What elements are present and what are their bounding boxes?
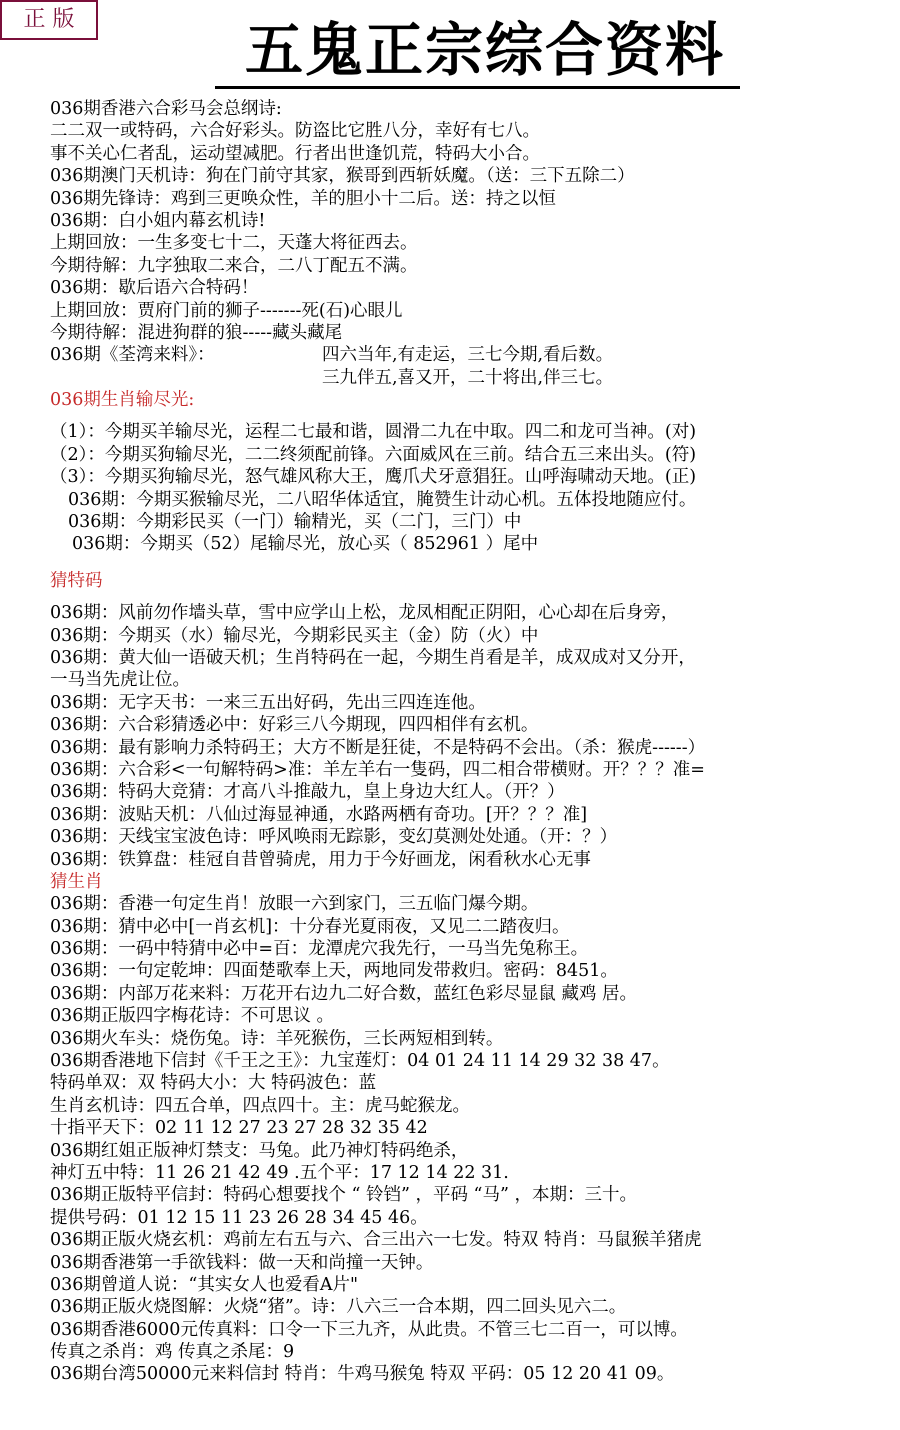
quanwan-row-1 <box>50 344 898 366</box>
text-line: 036期正版四字梅花诗：不可思议 。 <box>50 1006 334 1027</box>
text-line: 036期：特码大竞猜：才高八斗推敲九，皇上身边大红人。（开？） <box>50 782 565 803</box>
text-line: 036期正版特平信封：特码心想要找个 “ 铃铛” ，平码 “马” ，本期：三十。 <box>50 1185 637 1206</box>
text-line: 036期：铁算盘：桂冠自昔曾骑虎，用力于今好画龙，闲看秋水心无事 <box>50 849 591 870</box>
text-line: 二二双一或特码，六合好彩头。防盗比它胜八分，幸好有七八。 <box>50 121 540 142</box>
text-line: 十指平天下：02 11 12 27 23 27 28 32 35 42 <box>50 1118 428 1139</box>
quanwan-line-1: 四六当年,有走运，三七今期,看后数。 <box>322 345 614 366</box>
spacer <box>50 411 898 421</box>
text-line: 036期：今期买猴输尽光，二八昭华体适宜，腌赞生计动心机。五体投地随应付。 <box>68 489 697 510</box>
text-line: 036期：一句定乾坤：四面楚歌奉上天，两地同发带救归。密码：8451。 <box>50 961 618 982</box>
content-body <box>50 98 898 1386</box>
text-line: 提供号码：01 12 15 11 23 26 28 34 45 46。 <box>50 1207 428 1228</box>
text-line: 036期澳门天机诗：狗在门前守其家，猴哥到西斩妖魔。（送：三下五除二） <box>50 166 635 187</box>
zhengban-badge: 正 版 <box>0 0 98 40</box>
text-line: 今期待解：九字独取二来合，二八丁配五不满。 <box>50 255 418 276</box>
text-line: 一马当先虎让位。 <box>50 670 190 691</box>
text-line: 036期：天线宝宝波色诗：呼风唤雨无踪影，变幻莫测处处通。（开：？） <box>50 827 618 848</box>
text-line: 036期香港地下信封《千王之王》：九宝莲灯：04 01 24 11 14 29 32 38 47。 <box>50 1051 670 1072</box>
text-line: 036期：白小姐内幕玄机诗! <box>50 210 266 231</box>
text-line: 神灯五中特：11 26 21 42 49 .五个平：17 12 14 22 31. <box>50 1162 509 1183</box>
text-line: 036期正版火烧图解：火烧“猪”。诗：八六三一合本期，四二回头见六二。 <box>50 1297 627 1318</box>
page-title: 五鬼正宗综合资料 <box>244 16 725 84</box>
text-line: 036期：今期买（52）尾输尽光，放心买（ 852961 ）尾中 <box>72 534 539 555</box>
quanwan-line-2: 三九伴五,喜又开，二十将出,伴三七。 <box>322 367 614 388</box>
text-line: 036期先锋诗：鸡到三更唤众性，羊的胆小十二后。送：持之以恒 <box>50 188 556 209</box>
text-line: 上期回放：贾府门前的狮子-------死(石)心眼儿 <box>50 300 403 321</box>
text-line: 036期香港6000元传真料：口令一下三九齐，从此贵。不管三七二百一，可以博。 <box>50 1319 688 1340</box>
text-line: 036期曾道人说：“其实女人也爱看A片" <box>50 1274 359 1295</box>
quanwan-row-2 <box>50 367 898 389</box>
text-line: 036期：六合彩猜透必中：好彩三八今期现，四四相伴有玄机。 <box>50 715 539 736</box>
text-line: 今期待解：混进狗群的狼-----藏头藏尾 <box>50 322 343 343</box>
text-line: 传真之杀肖：鸡 传真之杀尾：9 <box>50 1342 295 1363</box>
text-line: 特码单双：双 特码大小：大 特码波色：蓝 <box>50 1073 377 1094</box>
text-line: 036期香港六合彩马会总纲诗: <box>50 99 282 119</box>
text-line: 036期：一码中特猜中必中=百：龙潭虎穴我先行，一马当先兔称王。 <box>50 939 589 960</box>
text-line: 036期正版火烧玄机：鸡前左右五与六、合三出六一七发。特双 特肖：马鼠猴羊猪虎 <box>50 1230 702 1251</box>
text-line: 036期：内部万花来料：万花开右边九二好合数，蓝红色彩尽显鼠 藏鸡 居。 <box>50 983 638 1004</box>
title-underline <box>215 86 740 89</box>
text-line: （3）：今期买狗输尽光，怒气雄风称大王，鹰爪犬牙意猖狂。山呼海啸动天地。(正) <box>50 467 697 488</box>
text-line: 036期：今期彩民买（一门）输精光，买（二门，三门）中 <box>68 512 522 533</box>
text-line: 036期：今期买（水）输尽光，今期彩民买主（金）防（火）中 <box>50 625 539 646</box>
text-line: 036期香港第一手欲钱料：做一天和尚撞一天钟。 <box>50 1252 434 1273</box>
quanwan-spacer <box>50 367 322 389</box>
quanwan-label: 036期《荃湾来料》： <box>50 345 215 366</box>
spacer <box>50 556 898 570</box>
text-line: 上期回放：一生多变七十二，天蓬大将征西去。 <box>50 233 418 254</box>
spacer <box>50 592 898 602</box>
section-heading-shusheng: 036期生肖输尽光: <box>50 390 195 411</box>
text-line: 036期：猜中必中[一肖玄机]：十分春光夏雨夜，又见二二踏夜归。 <box>50 916 570 937</box>
text-line: 036期台湾50000元来料信封 特肖：牛鸡马猴兔 特双 平码：05 12 20 41 09。 <box>50 1364 675 1385</box>
text-line: 生肖玄机诗：四五合单，四点四十。主：虎马蛇猴龙。 <box>50 1095 470 1116</box>
text-line: （1）：今期买羊输尽光，运程二七最和谐，圆滑二九在中取。四二和龙可当神。(对) <box>50 422 697 443</box>
section-heading-shengxiao: 猜生肖 <box>50 871 103 892</box>
section-heading-tema: 猜特码 <box>50 570 103 591</box>
text-line: 036期：波贴天机：八仙过海显神通，水路两栖有奇功。[开？？？准] <box>50 804 588 825</box>
text-line: 036期：六合彩<一句解特码>准：羊左羊右一隻码，四二相合带横财。开？？？准= <box>50 759 705 780</box>
text-line: 036期：无字天书：一来三五出好码，先出三四连连他。 <box>50 692 486 713</box>
text-line: 036期火车头：烧伤兔。诗：羊死猴伤，三长两短相到转。 <box>50 1028 504 1049</box>
text-line: （2）：今期买狗输尽光，二二终须配前锋。六面威风在三前。结合五三来出头。(符) <box>50 444 697 465</box>
text-line: 036期：香港一句定生肖！放眼一六到家门，三五临门爆今期。 <box>50 894 539 915</box>
text-line: 036期：歇后语六合特码！ <box>50 278 259 299</box>
text-line: 036期：风前勿作墙头草，雪中应学山上松，龙凤相配正阴阳，心心却在后身旁， <box>50 603 679 624</box>
text-line: 036期红姐正版神灯禁支：马兔。此乃神灯特码绝杀， <box>50 1140 469 1161</box>
text-line: 事不关心仁者乱，运动望减肥。行者出世逢饥荒，特码大小合。 <box>50 143 540 164</box>
text-line: 036期：最有影响力杀特码王；大方不断是狂徒，不是特码不会出。（杀：猴虎------） <box>50 737 706 758</box>
text-line: 036期：黄大仙一语破天机；生肖特码在一起，今期生肖看是羊，成双成对又分开， <box>50 647 696 668</box>
